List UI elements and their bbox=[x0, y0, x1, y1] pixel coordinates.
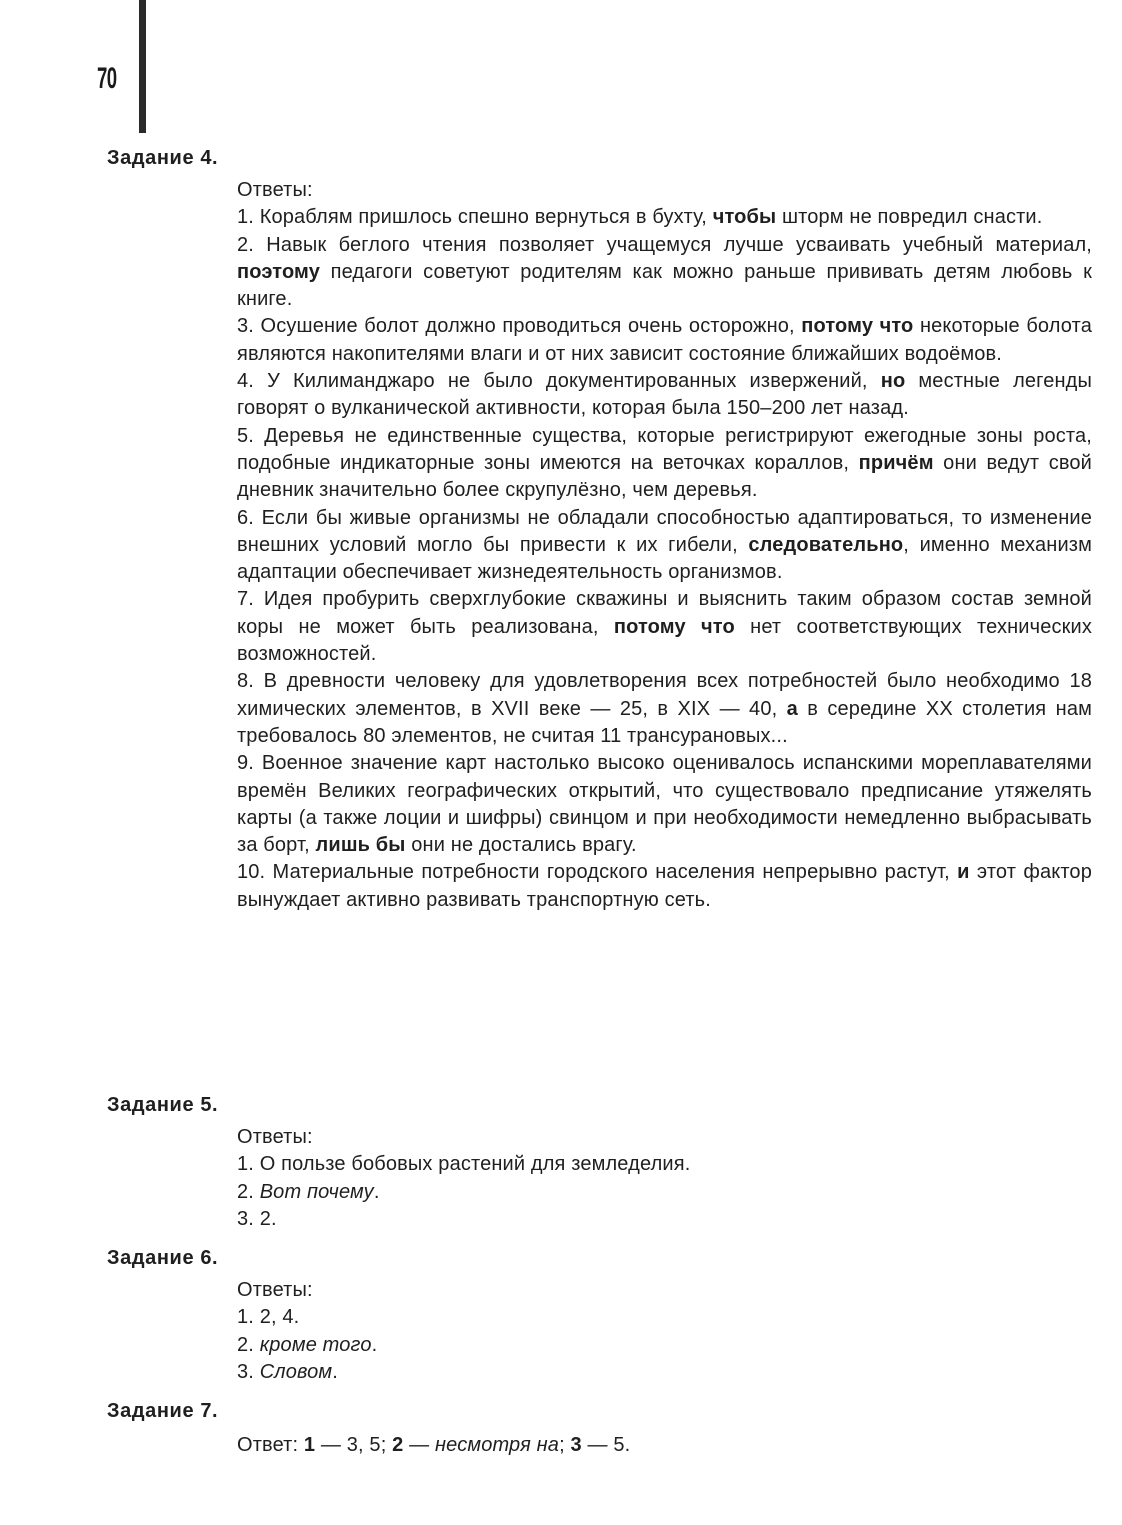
answer-number: 7. bbox=[237, 588, 264, 611]
emphasis-bold: 3 bbox=[570, 1434, 582, 1456]
answer-number: 6. bbox=[237, 506, 262, 529]
text-run: Деревья не единственные существа, которые регистрируют ежегодные зоны роста, подобные индикаторные зоны имеются на веточках кораллов, bbox=[237, 424, 1093, 474]
text-run: . bbox=[373, 1180, 380, 1203]
emphasis-bold: чтобы bbox=[712, 206, 777, 229]
text-run: Навык беглого чтения позволяет учащемуся лучше усваивать учебный материал, bbox=[266, 233, 1093, 256]
answer-item bbox=[237, 1304, 1092, 1331]
answer-number: 3. bbox=[237, 1207, 260, 1230]
answer-item bbox=[237, 859, 1092, 914]
emphasis-italic: Вот почему bbox=[259, 1180, 374, 1203]
text-run: в середине XX столетия нам требовалось 80 элементов, не считая 11 трансурановых... bbox=[237, 697, 1092, 747]
answer-item bbox=[237, 505, 1092, 587]
text-run: местные легенды говорят о вулканической активности, которая была 150–200 лет назад. bbox=[237, 370, 1093, 420]
answer-number: 4. bbox=[237, 370, 268, 393]
emphasis-bold: лишь бы bbox=[315, 834, 406, 857]
text-run: Идея пробурить сверхглубокие скважины и выяснить таким образом состав земной коры не может быть реализована, bbox=[237, 588, 1093, 638]
task-6-list bbox=[237, 1304, 1092, 1386]
answer-number: 2. bbox=[237, 1180, 260, 1203]
text-run: О пользе бобовых растений для земледелия. bbox=[259, 1153, 691, 1176]
task-7-answer-line bbox=[237, 1432, 1092, 1459]
answer-item bbox=[237, 1332, 1092, 1359]
task-4-answers bbox=[237, 177, 1092, 914]
emphasis-bold: следовательно bbox=[748, 533, 904, 556]
text-run: некоторые болота являются накопителями влаги и от них зависит состояние ближайших водоёмов. bbox=[237, 315, 1092, 365]
answer-number: 5. bbox=[237, 424, 265, 447]
answer-item bbox=[237, 313, 1092, 368]
answer-number: 1. bbox=[237, 1153, 260, 1176]
text-run: они ведут свой дневник значительно более скрупулёзно, чем деревья. bbox=[237, 451, 1092, 502]
text-run: — 3, 5; bbox=[315, 1434, 393, 1456]
text-run: ; bbox=[559, 1434, 571, 1456]
emphasis-italic: Словом bbox=[259, 1360, 333, 1383]
task-7-answer bbox=[237, 1432, 1092, 1459]
answer-number: 3. bbox=[237, 315, 261, 338]
text-run: Осушение болот должно проводиться очень осторожно, bbox=[260, 315, 802, 338]
emphasis-bold: поэтому bbox=[237, 260, 321, 283]
text-run: 2. bbox=[259, 1207, 277, 1230]
text-run: — 5. bbox=[581, 1434, 631, 1456]
answer-number: 1. bbox=[237, 206, 260, 229]
answer-number: 8. bbox=[237, 670, 264, 693]
answer-number: 2. bbox=[237, 1333, 260, 1356]
text-run: У Килиманджаро не было документированных извержений, bbox=[267, 370, 881, 393]
text-run: В древности человеку для удовлетворения всех потребностей было необходимо 18 химических элементов, в XVII веке — 25, в XIX — 40, bbox=[237, 670, 1092, 720]
task-4-intro: Ответы: bbox=[237, 179, 313, 201]
task-6-title: Задание 6. bbox=[107, 1247, 219, 1269]
emphasis-bold: 1 bbox=[303, 1434, 316, 1456]
task-6-intro: Ответы: bbox=[237, 1279, 313, 1301]
task-4-title: Задание 4. bbox=[107, 147, 219, 169]
answer-item bbox=[237, 668, 1092, 750]
text-run: Кораблям пришлось спешно вернуться в бухту, bbox=[259, 206, 713, 229]
text-run: 2, 4. bbox=[259, 1306, 300, 1329]
text-run: , именно механизм адаптации обеспечивает жизнедеятельность организмов. bbox=[237, 533, 1092, 584]
task-4-list bbox=[237, 204, 1092, 914]
emphasis-italic: несмотря на bbox=[434, 1434, 560, 1456]
text-run: Материальные потребности городского населения непрерывно растут, bbox=[272, 861, 958, 884]
answer-number: 9. bbox=[237, 752, 262, 775]
text-run: шторм не повредил снасти. bbox=[776, 206, 1043, 229]
answer-item bbox=[237, 750, 1092, 859]
text-run: Ответ: bbox=[237, 1434, 304, 1456]
emphasis-bold: потому что bbox=[613, 615, 735, 638]
answer-item bbox=[237, 423, 1092, 505]
answer-item bbox=[237, 1151, 1092, 1178]
text-run: нет соответствующих технических возможностей. bbox=[237, 615, 1092, 666]
answer-number: 10. bbox=[237, 861, 273, 884]
text-run: — bbox=[403, 1434, 435, 1456]
emphasis-italic: кроме того bbox=[259, 1333, 372, 1356]
answer-item bbox=[237, 232, 1092, 314]
answer-number: 1. bbox=[237, 1306, 260, 1329]
answer-item bbox=[237, 586, 1092, 668]
answer-item bbox=[237, 368, 1092, 423]
text-run: Если бы живые организмы не обладали способностью адаптироваться, то изменение внешних условий могло бы привести к их гибели, bbox=[237, 506, 1092, 556]
task-5-title: Задание 5. bbox=[107, 1094, 219, 1116]
text-run: . bbox=[332, 1360, 338, 1383]
task-6-answers bbox=[237, 1277, 1092, 1386]
page-number: 70 bbox=[97, 62, 117, 95]
text-run: они не достались врагу. bbox=[405, 834, 637, 857]
text-run: этот фактор вынуждает активно развивать транспортную сеть. bbox=[237, 861, 1092, 911]
answer-item bbox=[237, 1206, 1092, 1233]
answer-item bbox=[237, 1359, 1092, 1386]
text-run: педагоги советуют родителям как можно раньше прививать детям любовь к книге. bbox=[237, 260, 1092, 311]
emphasis-bold: но bbox=[880, 370, 906, 393]
answer-item bbox=[237, 204, 1092, 231]
page-margin-rule bbox=[139, 0, 146, 133]
task-7-title: Задание 7. bbox=[107, 1400, 219, 1422]
task-5-answers bbox=[237, 1124, 1092, 1233]
emphasis-bold: 2 bbox=[392, 1434, 404, 1456]
answer-item bbox=[237, 1179, 1092, 1206]
task-5-list bbox=[237, 1151, 1092, 1233]
emphasis-bold: причём bbox=[858, 451, 934, 474]
answer-number: 3. bbox=[237, 1360, 260, 1383]
text-run: Военное значение карт настолько высоко оценивалось испанскими мореплавателями времён Великих географических открытий, что существовало предписание утяжелять карты (а также лоции и шифры) свинцом и при необходимости немедленно выбрасывать за борт, bbox=[237, 752, 1093, 857]
emphasis-bold: и bbox=[957, 861, 970, 884]
text-run: . bbox=[371, 1333, 378, 1356]
emphasis-bold: потому что bbox=[801, 315, 914, 338]
task-5-intro: Ответы: bbox=[237, 1126, 313, 1148]
emphasis-bold: а bbox=[786, 697, 798, 720]
answer-number: 2. bbox=[237, 233, 267, 256]
